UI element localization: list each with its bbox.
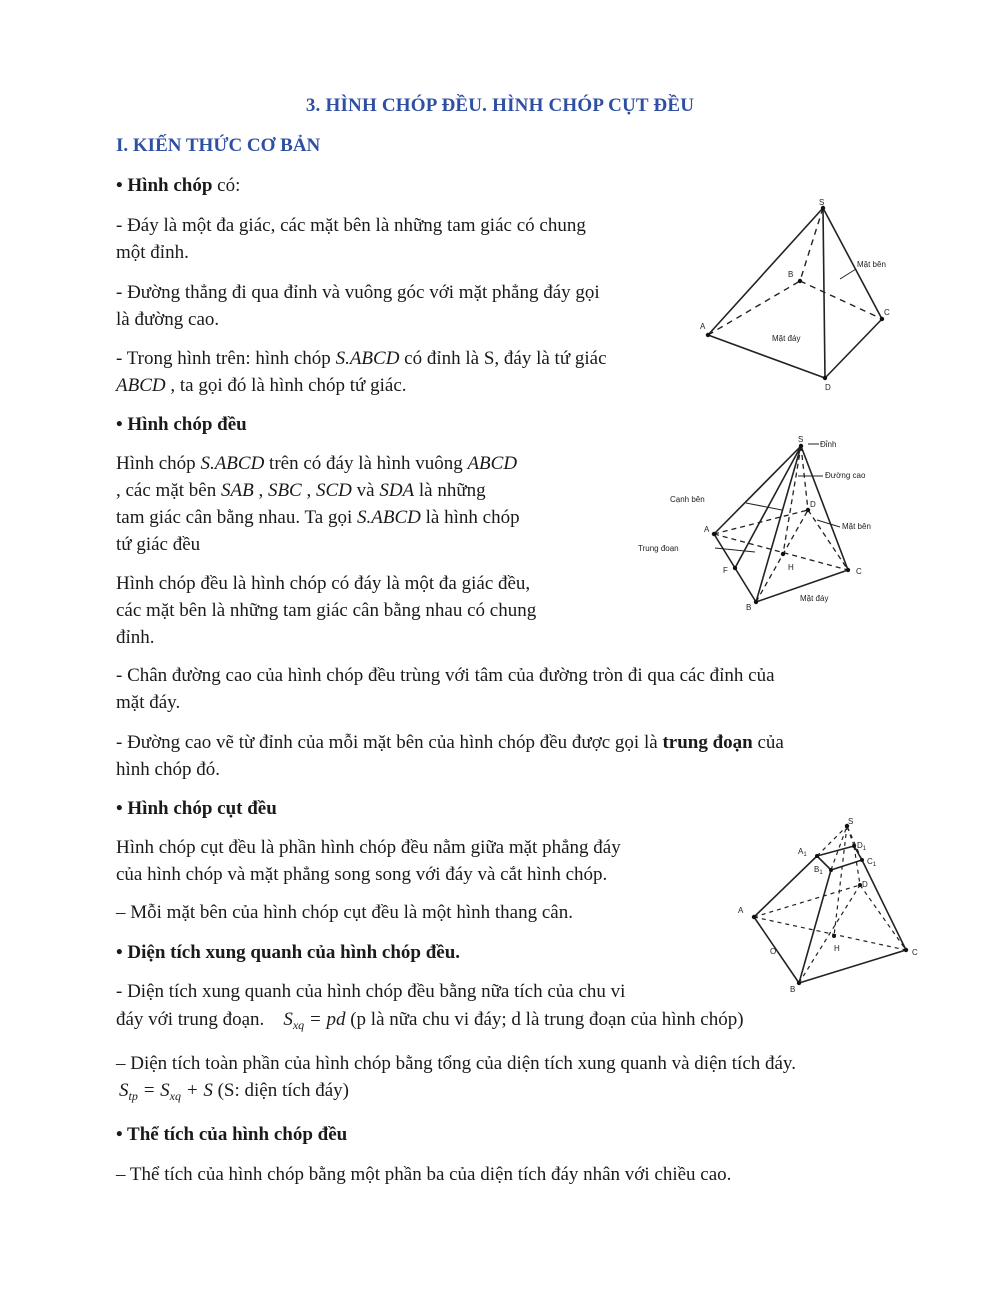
formula-plus: + (181, 1080, 204, 1101)
vertex-s: S (848, 817, 854, 826)
total-line-1: – Diện tích toàn phần của hình chóp bằng tổng của diện tích xung quanh và diện tích đáy. (116, 1053, 796, 1074)
vertex-b: B (746, 603, 752, 612)
vertex-f: F (723, 566, 728, 575)
math-span: SAB (220, 480, 254, 501)
text-span: tam giác cân bằng nhau. Ta gọi (116, 507, 358, 528)
vertex-a: A (738, 906, 744, 915)
label-base: Mặt đáy (772, 334, 801, 343)
volume-line-1: – Thể tích của hình chóp bằng một phần ba của diện tích đáy nhân với chiều cao. (116, 1164, 732, 1185)
vertex-s: S (798, 435, 804, 444)
diag-bd (799, 885, 860, 983)
edge-ab-hidden (708, 281, 800, 335)
vertex-letter: D (857, 841, 863, 850)
text-span: là những (414, 480, 486, 501)
label-lateral-edge: Cạnh bên (670, 495, 705, 504)
text-span: , các mặt bên (116, 480, 221, 501)
label-side-face: Mặt bên (857, 260, 886, 269)
regular-foot-b: mặt đáy. (116, 692, 181, 713)
text-span: và (356, 480, 375, 501)
pyramid-heading-tail: có: (212, 175, 241, 196)
math-span: S.ABCD (200, 453, 265, 474)
lateral-heading: • Diện tích xung quanh của hình chóp đều. (116, 942, 461, 963)
vertex-b: B (788, 270, 794, 279)
pointer-line (746, 503, 782, 510)
vertex-h: H (788, 563, 794, 572)
pointer-line (840, 269, 856, 279)
formula-sub: xq (292, 1018, 305, 1032)
vertex-s: S (819, 198, 825, 207)
formula-s: S (119, 1080, 129, 1101)
formula-eq: = (137, 1080, 161, 1101)
regular-def-c: đỉnh. (116, 627, 155, 648)
edge-bc-hidden (800, 281, 882, 319)
formula-rhs: pd (326, 1009, 346, 1030)
vertex-d: D (810, 500, 816, 509)
lateral-line-2 (116, 1006, 744, 1039)
regular-line-3 (116, 504, 520, 531)
vertex-b: B (790, 985, 796, 994)
regular-def-a: Hình chóp đều là hình chóp có đáy là một đa giác đều, (116, 573, 531, 594)
frustum-line-2: của hình chóp và mặt phẳng song song với đáy và cắt hình chóp. (116, 864, 608, 885)
label-height: Đường cao (825, 471, 866, 480)
edge-sa (708, 208, 823, 335)
math-span: S.ABCD (335, 348, 400, 369)
vertex-o: O (770, 947, 777, 956)
lateral-line-1: - Diện tích xung quanh của hình chóp đều bằng nữa tích của chu vi (116, 981, 626, 1002)
pointer-line (715, 548, 755, 552)
text-span: đáy với trung đoạn. (116, 1009, 265, 1030)
vertex-letter: C (867, 857, 873, 866)
vertex-c: C (912, 948, 918, 957)
vertex-a: A (704, 525, 710, 534)
bold-term: trung đoạn (662, 732, 753, 753)
text-span: (S: diện tích đáy) (212, 1080, 349, 1101)
text-span: - Trong hình trên: hình chóp (116, 348, 336, 369)
vertex-a1 (798, 847, 807, 858)
math-span: ABCD (467, 453, 518, 474)
vertex-d: D (825, 383, 831, 392)
pointer-line (817, 520, 840, 527)
text-span: có đỉnh là S, đáy là tứ giác (399, 348, 607, 369)
vertex-subscript: 1 (819, 870, 823, 876)
math-span: SDA (379, 480, 415, 501)
edge-ab (754, 917, 799, 983)
pyramid-figure (690, 195, 910, 395)
label-apex: Đỉnh (820, 440, 837, 449)
text-span: (p là nữa chu vi đáy; d là trung đoạn của hình chóp) (345, 1009, 744, 1030)
vertex-c1 (867, 857, 877, 868)
regular-heading: • Hình chóp đều (116, 414, 247, 435)
regular-apothem-b: hình chóp đó. (116, 759, 220, 780)
extension-d1s (847, 826, 854, 846)
edge-bb1 (799, 870, 831, 983)
text-span: - Đường cao vẽ từ đỉnh của mỗi mặt bên của hình chóp đều được gọi là (116, 732, 663, 753)
formula-sub: xq (169, 1089, 181, 1103)
pyramid-line-3b (116, 372, 407, 399)
vertex-c: C (856, 567, 862, 576)
vertex-letter: A (798, 847, 804, 856)
text-span: trên có đáy là hình vuông (264, 453, 468, 474)
label-base: Mặt đáy (800, 594, 829, 603)
formula-s: S (203, 1080, 213, 1101)
label-apothem: Trung đoạn (638, 544, 679, 553)
edge-ad-hidden (714, 510, 808, 534)
regular-pyramid-figure (630, 432, 890, 622)
label-side-face: Mặt bên (842, 522, 871, 531)
section-heading: I. KIẾN THỨC CƠ BẢN (116, 135, 321, 156)
regular-def-b: các mặt bên là những tam giác cân bằng nhau có chung (116, 600, 537, 621)
pyramid-line-1b: một đỉnh. (116, 242, 189, 263)
total-formula (119, 1077, 349, 1110)
edge-a1d1 (817, 846, 854, 856)
regular-line-1 (116, 450, 517, 477)
edge-ad (708, 335, 825, 378)
text-span: Hình chóp (116, 453, 201, 474)
text-span: là hình chóp (420, 507, 520, 528)
math-span: SBC (267, 480, 302, 501)
vertex-subscript: 1 (862, 846, 867, 852)
frustum-line-3: – Mỗi mặt bên của hình chóp cụt đều là một hình thang cân. (116, 902, 573, 923)
text-span: , ta gọi đó là hình chóp tứ giác. (165, 375, 407, 396)
pyramid-heading (116, 172, 240, 199)
edge-bc (799, 950, 906, 983)
pyramid-line-2b: là đường cao. (116, 309, 220, 330)
regular-foot-a: - Chân đường cao của hình chóp đều trùng với tâm của đường tròn đi qua các đỉnh của (116, 665, 775, 686)
formula-eq: = (304, 1009, 327, 1030)
math-span: S.ABCD (357, 507, 421, 528)
frustum-heading: • Hình chóp cụt đều (116, 798, 277, 819)
text-span: của (752, 732, 784, 753)
vertex-subscript: 1 (803, 852, 807, 858)
regular-line-2: , các mặt bên SAB , SBC , SCD và SDA là những (116, 480, 486, 501)
edge-dc (825, 319, 882, 378)
pyramid-heading-text: • Hình chóp (116, 175, 213, 196)
formula-s: S (160, 1080, 170, 1101)
diag-ac (714, 534, 848, 570)
vertex-letter: B (814, 865, 820, 874)
math-span: ABCD (116, 375, 166, 396)
vertex-subscript: 1 (872, 862, 877, 868)
volume-heading: • Thể tích của hình chóp đều (116, 1124, 348, 1145)
edge-sb-hidden (800, 208, 823, 281)
pyramid-line-2a: - Đường thẳng đi qua đỉnh và vuông góc với mặt phẳng đáy gọi (116, 282, 600, 303)
formula-s: S (283, 1009, 293, 1030)
vertex-d1 (857, 841, 867, 852)
regular-line-4: tứ giác đều (116, 534, 201, 555)
diag-bd (756, 510, 808, 602)
formula-sub: tp (128, 1089, 138, 1103)
page-title: 3. HÌNH CHÓP ĐỀU. HÌNH CHÓP CỤT ĐỀU (305, 95, 695, 116)
math-span: SCD (315, 480, 352, 501)
pyramid-line-1a: - Đáy là một đa giác, các mặt bên là những tam giác có chung (116, 215, 586, 236)
vertex-h: H (834, 944, 840, 953)
frustum-line-1: Hình chóp cụt đều là phần hình chóp đều nằm giữa mặt phẳng đáy (116, 837, 621, 858)
vertex-b1 (814, 865, 823, 876)
vertex-c: C (884, 308, 890, 317)
vertex-a: A (700, 322, 706, 331)
height-sh (834, 826, 847, 936)
edge-dc-hidden (860, 885, 906, 950)
regular-apothem-a (116, 729, 784, 756)
edge-cc1 (862, 860, 906, 950)
pyramid-line-3a (116, 345, 607, 372)
frustum-figure (730, 812, 930, 997)
vertex-d: D (862, 880, 868, 889)
